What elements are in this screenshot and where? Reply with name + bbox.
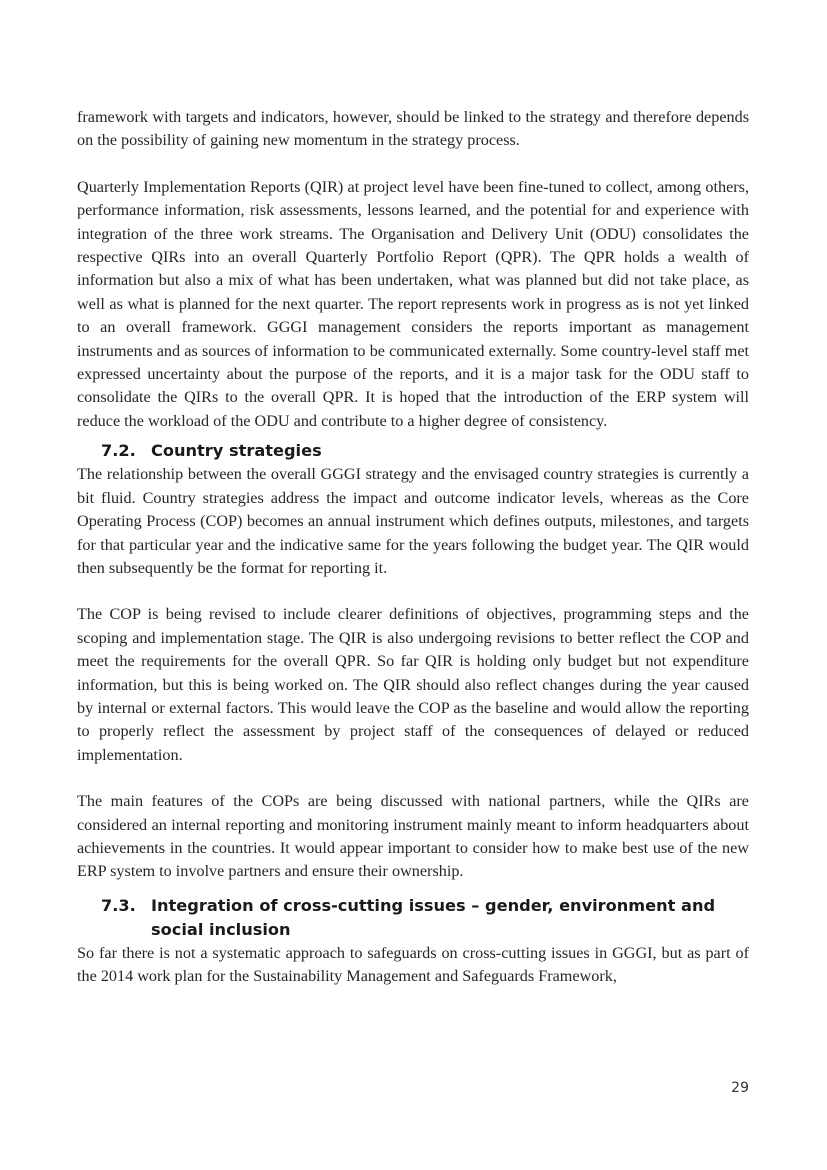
paragraph-safeguards: So far there is not a systematic approach to safeguards on cross-cutting issues in GGGI, but as part of the 2014 work plan for the Sustainability Management and Safeguards Framework,: [77, 943, 749, 986]
section-heading-7-3: [77, 894, 749, 942]
paragraph-gap: [77, 153, 749, 176]
paragraph-gap: [77, 767, 749, 790]
paragraph-cop-revision: The COP is being revised to include clearer definitions of objectives, programming steps and the scoping and implementation stage. The QIR is also undergoing revisions to better reflect the COP and meet the requirements for the overall QPR. So far QIR is holding only budget but not expenditure information, but this is being worked on. The QIR should also reflect changes during the year caused by internal or external factors. This would leave the COP as the baseline and would allow the reporting to properly reflect the assessment by project staff of the consequences of delayed or reduced implementation.: [77, 605, 749, 764]
paragraph-qir: Quarterly Implementation Reports (QIR) at project level have been fine-tuned to collect, among others, performance information, risk assessments, lessons learned, and the potential for and experience with integration of the three work streams. The Organisation and Delivery Unit (ODU) consolidates the respective QIRs into an overall Quarterly Portfolio Report (QPR). The QPR holds a wealth of information but also a mix of what has been undertaken, what was planned but did not take place, as well as what is planned for the next quarter. The report represents work in progress as is not yet linked to an overall framework. GGGI management considers the reports important as management instruments and as sources of information to be communicated externally. Some country-level staff met expressed uncertainty about the purpose of the reports, and it is a major task for the ODU staff to consolidate the QIRs to the overall QPR. It is hoped that the introduction of the ERP system will reduce the workload of the ODU and contribute to a higher degree of consistency.: [77, 177, 749, 430]
paragraph-framework-intro: framework with targets and indicators, however, should be linked to the strategy and therefore depends on the possibility of gaining new momentum in the strategy process.: [77, 108, 749, 150]
page-number: 29: [731, 1080, 749, 1096]
section-number: 7.2.: [101, 441, 136, 461]
document-page: [77, 106, 749, 989]
paragraph-gap: [77, 580, 749, 603]
section-heading-7-2: [77, 439, 749, 463]
section-title: Integration of cross-cutting issues – gender, environment and social inclusion: [151, 895, 716, 939]
section-number: 7.3.: [101, 895, 136, 915]
paragraph-country-strategies: The relationship between the overall GGGI strategy and the envisaged country strategies is currently a bit fluid. Country strategies address the impact and outcome indicator levels, whereas as the Core Operating Process (COP) becomes an annual instrument which defines outputs, milestones, and targets for that particular year and the indicative same for the years following the budget year. The QIR would then subsequently be the format for reporting it.: [77, 465, 749, 577]
paragraph-cop-features: The main features of the COPs are being discussed with national partners, while the QIRs are considered an internal reporting and monitoring instrument mainly meant to inform headquarters about achievements in the countries. It would appear important to consider how to make best use of the new ERP system to involve partners and ensure their ownership.: [77, 792, 749, 881]
section-title: Country strategies: [151, 441, 322, 461]
